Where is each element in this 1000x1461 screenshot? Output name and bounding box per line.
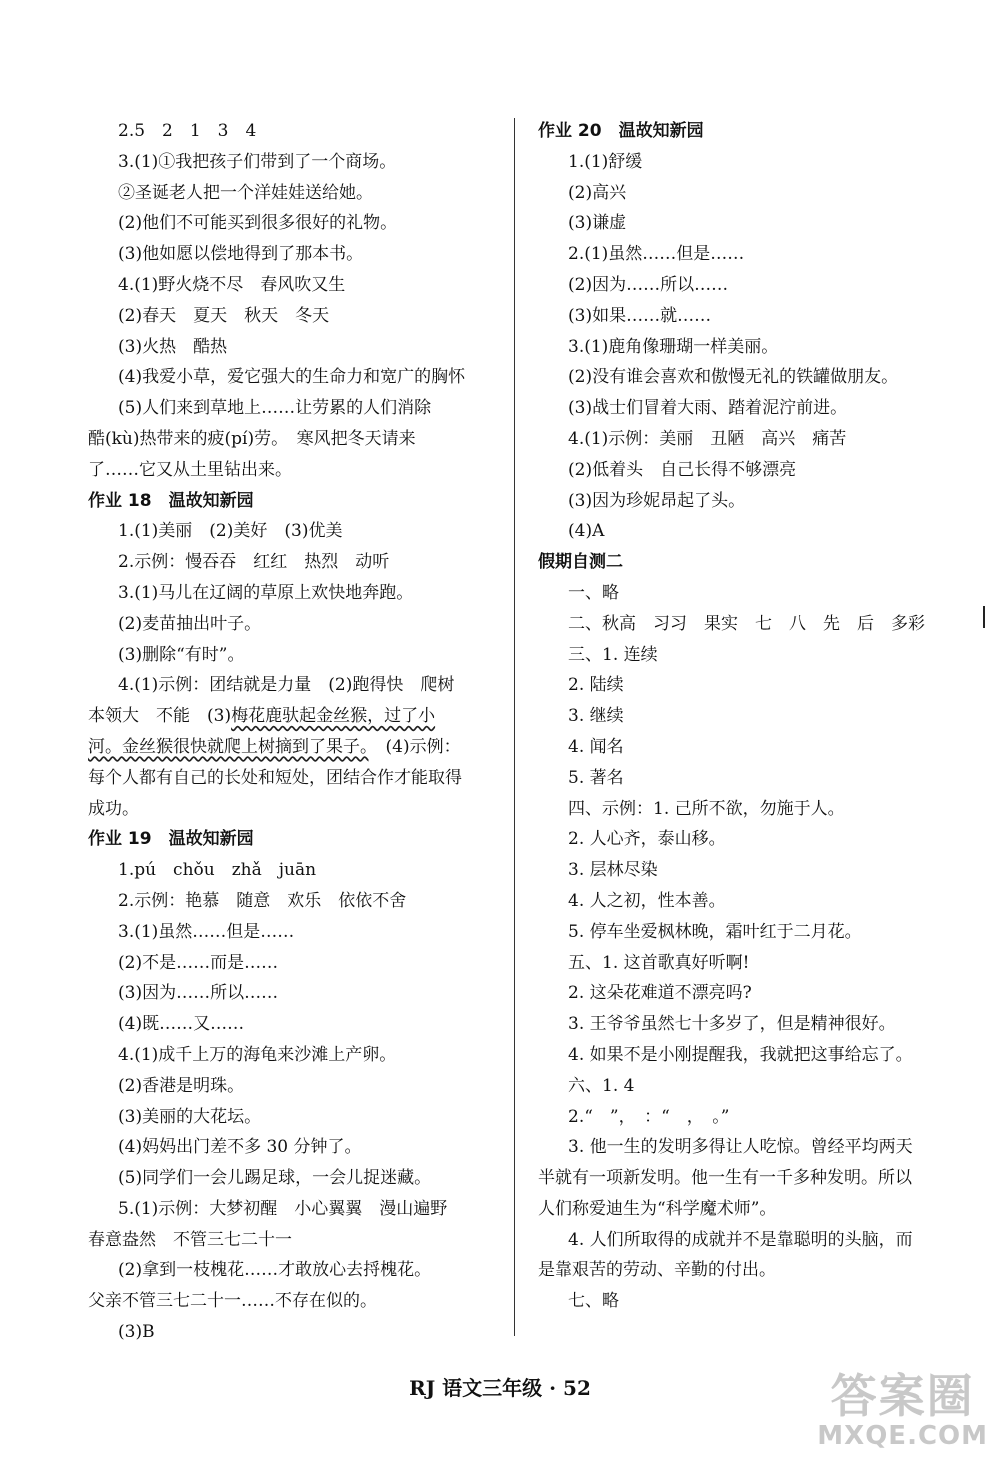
answer-line: 2.示例：慢吞吞 红红 热烈 动听 [118, 552, 390, 573]
answer-line: 半就有一项新发明。他一生有一千多种发明。所以 [538, 1168, 912, 1189]
answer-line: 1.(1)舒缓 [568, 151, 643, 172]
watermark-line1: 答案圈 [830, 1369, 975, 1423]
answer-line: 1.pú chǒu zhǎ juān [118, 860, 317, 881]
answer-line: (5)同学们一会儿踢足球，一会儿捉迷藏。 [118, 1168, 432, 1189]
answer-line: 3. 层林尽染 [568, 860, 658, 881]
watermark-logo [817, 1371, 988, 1451]
answer-line: (3)战士们冒着大雨、踏着泥泞前进。 [568, 398, 848, 419]
answer-line: 一、略 [568, 582, 619, 603]
section-heading: 作业 20 温故知新园 [538, 121, 704, 141]
answer-line: 3.(1)鹿角像珊瑚一样美丽。 [568, 336, 779, 357]
answer-line: 3. 他一生的发明多得让人吃惊。曾经平均两天 [568, 1137, 913, 1158]
answer-line: ②圣诞老人把一个洋娃娃送给她。 [118, 182, 373, 203]
answer-line: 2. 这朵花难道不漂亮吗? [568, 983, 752, 1004]
answer-line: 2. 陆续 [568, 675, 624, 696]
answer-line: (2)因为……所以…… [568, 274, 729, 295]
answer-line: (3)他如愿以偿地得到了那本书。 [118, 244, 364, 265]
answer-line: 5.(1)示例：大梦初醒 小心翼翼 漫山遍野 [118, 1198, 448, 1219]
answer-line: (3)因为……所以…… [118, 983, 279, 1004]
answer-line: 四、示例：1. 己所不欲，勿施于人。 [568, 798, 845, 819]
answer-line: 4. 如果不是小刚提醒我，我就把这事给忘了。 [568, 1044, 913, 1065]
page-footer: RJ 语文三年级 · 52 [409, 1376, 591, 1400]
answer-line: 六、1. 4 [568, 1075, 635, 1096]
answer-line: (2)春天 夏天 秋天 冬天 [118, 305, 330, 326]
answer-line: (5)人们来到草地上……让劳累的人们消除 [118, 398, 432, 419]
answer-line: 父亲不管三七二十一……不存在似的。 [88, 1291, 377, 1312]
answer-line: (3)谦虚 [568, 213, 627, 234]
answer-line: 2.“ ”， ：“ ， 。” [568, 1106, 730, 1127]
answer-line: (3)如果……就…… [568, 305, 712, 326]
answer-line: 4. 人之初，性本善。 [568, 890, 726, 911]
answer-line: 2.示例：艳慕 随意 欢乐 依依不舍 [118, 890, 407, 911]
left-column [88, 116, 500, 1348]
answer-line: (4)既……又…… [118, 1014, 245, 1035]
answer-line: 人们称爱迪生为“科学魔术师”。 [538, 1198, 777, 1219]
answer-line: (4)A [568, 521, 605, 542]
underlined-answer: 河。金丝猴很快就爬上树摘到了果子。 [88, 736, 369, 757]
section-heading: 作业 19 温故知新园 [88, 829, 254, 850]
watermark-line2: MXQE.COM [817, 1421, 988, 1451]
answer-line: 4.(1)示例：团结就是力量 (2)跑得快 爬树 [118, 675, 455, 696]
answer-line: (2)麦苗抽出叶子。 [118, 613, 262, 634]
answer-line: (2)低着头 自己长得不够漂亮 [568, 459, 797, 480]
answer-line: 成功。 [88, 798, 139, 819]
underlined-answer: 梅花鹿驮起金丝猴，过了小 [231, 706, 436, 727]
answer-line: 4. 闻名 [568, 736, 624, 757]
answer-line: 河。金丝猴很快就爬上树摘到了果子。 (4)示例： [88, 736, 461, 757]
answer-line: (2)他们不可能买到很多很好的礼物。 [118, 213, 398, 234]
answer-line: 5. 停车坐爱枫林晚，霜叶红于二月花。 [568, 921, 862, 942]
answer-line: (2)香港是明珠。 [118, 1075, 245, 1096]
answer-line: 每个人都有自己的长处和短处，团结合作才能取得 [88, 767, 462, 788]
answer-line: (3)B [118, 1322, 155, 1343]
answer-line: (4)我爱小草，爱它强大的生命力和宽广的胸怀 [118, 367, 466, 388]
answer-line: 2.(1)虽然……但是…… [568, 244, 745, 265]
answer-line: 春意盎然 不管三七二十一 [88, 1229, 292, 1250]
answer-line: 3.(1)虽然……但是…… [118, 921, 295, 942]
margin-mark [983, 606, 985, 628]
section-heading: 作业 18 温故知新园 [88, 490, 254, 511]
column-divider [514, 118, 515, 1336]
answer-line: 五、1. 这首歌真好听啊! [568, 952, 750, 973]
answer-line: 七、略 [568, 1291, 619, 1312]
answer-line: (3)美丽的大花坛。 [118, 1106, 262, 1127]
answer-line: 4.(1)成千上万的海龟来沙滩上产卵。 [118, 1044, 397, 1065]
answer-line: 4.(1)野火烧不尽 春风吹又生 [118, 274, 346, 295]
answer-line: 二、秋高 习习 果实 七 八 先 后 多彩 [568, 613, 925, 634]
answer-line: 2.5 2 1 3 4 [118, 121, 257, 141]
section-heading: 假期自测二 [538, 552, 623, 573]
answer-line: (4)妈妈出门差不多 30 分钟了。 [118, 1137, 362, 1158]
answer-line: 是靠艰苦的劳动、辛勤的付出。 [538, 1260, 776, 1281]
answer-line: 了……它又从土里钻出来。 [88, 459, 292, 480]
answer-line: 5. 著名 [568, 767, 624, 788]
answer-line: (2)没有谁会喜欢和傲慢无礼的铁罐做朋友。 [568, 367, 899, 388]
right-column [538, 116, 950, 1317]
answer-line: (3)因为珍妮昂起了头。 [568, 490, 746, 511]
answer-line: 1.(1)美丽 (2)美好 (3)优美 [118, 521, 343, 542]
answer-line: (3)火热 酷热 [118, 336, 228, 357]
answer-line: 本领大 不能 (3)梅花鹿驮起金丝猴，过了小 [88, 706, 436, 727]
answer-line: (2)高兴 [568, 182, 627, 203]
answer-line: 3. 继续 [568, 706, 624, 727]
answer-line: 三、1. 连续 [568, 644, 658, 665]
answer-line: 酷(kù)热带来的疲(pí)劳。 寒风把冬天请来 [88, 428, 416, 449]
answer-line: 3. 王爷爷虽然七十多岁了，但是精神很好。 [568, 1014, 896, 1035]
answer-line: 3.(1)①我把孩子们带到了一个商场。 [118, 151, 397, 172]
answer-line: 3.(1)马儿在辽阔的草原上欢快地奔跑。 [118, 582, 414, 603]
answer-line: 4. 人们所取得的成就并不是靠聪明的头脑，而 [568, 1229, 913, 1250]
answer-line: 4.(1)示例：美丽 丑陋 高兴 痛苦 [568, 428, 847, 449]
answer-line: (2)拿到一枝槐花……才敢放心去捋槐花。 [118, 1260, 432, 1281]
answer-line: (2)不是……而是…… [118, 952, 279, 973]
answer-line: 2. 人心齐，泰山移。 [568, 829, 726, 850]
answer-line: (3)删除“有时”。 [118, 644, 245, 665]
